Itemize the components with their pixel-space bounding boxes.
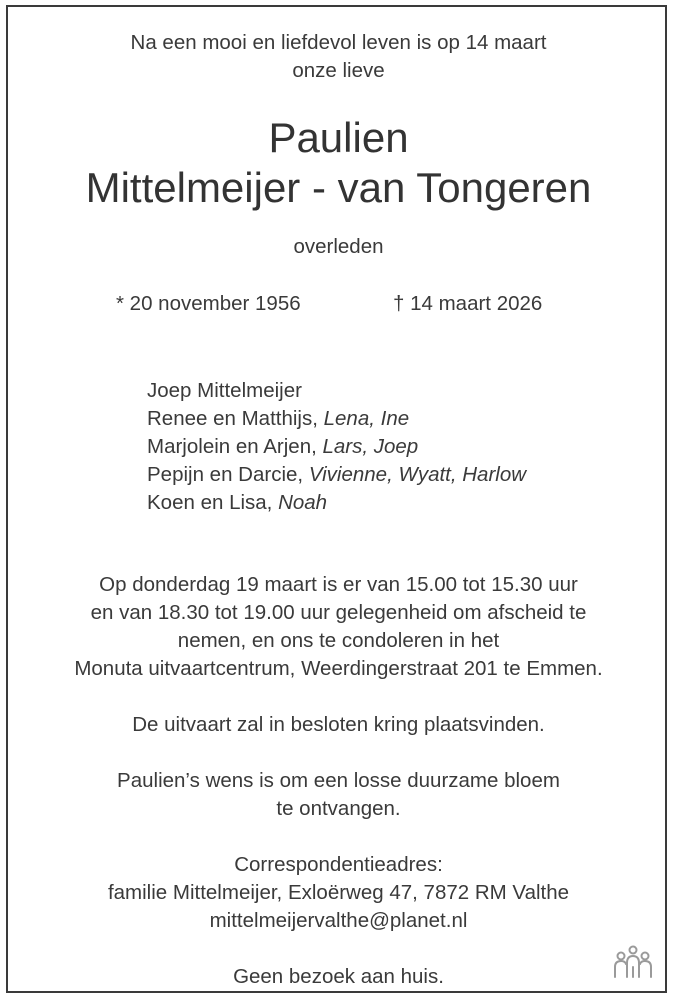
spacer (8, 739, 669, 767)
correspondence-email: mittelmeijervalthe@planet.nl (209, 909, 468, 932)
family-row (147, 405, 526, 433)
family-member: Koen en Lisa, (147, 491, 279, 514)
first-name: Paulien (268, 114, 409, 161)
grandchildren: Lars, Joep (322, 435, 419, 458)
visit-text: Geen bezoek aan huis. (233, 965, 444, 988)
grandchildren: Vivienne, Wyatt, Harlow (308, 463, 527, 486)
grandchildren: Noah (278, 491, 328, 514)
spacer (8, 683, 669, 711)
family-list (147, 377, 526, 517)
wish-line: te ontvangen. (276, 797, 401, 820)
family-row (147, 461, 526, 489)
spacer (8, 935, 669, 963)
overleden-text: overleden (293, 235, 384, 258)
intro-line: onze lieve (292, 59, 385, 82)
funeral-text: De uitvaart zal in besloten kring plaatsvinden. (132, 713, 545, 736)
family-row (147, 489, 526, 517)
ceremony-line: nemen, en ons te condoleren in het (177, 629, 500, 652)
full-surname: Mittelmeijer - van Tongeren (85, 164, 592, 211)
family-row (147, 433, 526, 461)
correspondence-line: Correspondentieadres: (234, 853, 443, 876)
obituary-card (6, 5, 667, 993)
wish-line: Paulien’s wens is om een losse duurzame bloem (117, 769, 560, 792)
family-member: Marjolein en Arjen, (147, 435, 323, 458)
family-member: Pepijn en Darcie, (147, 463, 309, 486)
deceased-name (8, 113, 669, 213)
info-block (8, 571, 669, 991)
correspondence-line: familie Mittelmeijer, Exloërweg 47, 7872 RM Valthe (107, 881, 570, 904)
birth-date: * 20 november 1956 (116, 292, 301, 315)
family-people-icon (611, 945, 655, 979)
death-date: † 14 maart 2026 (393, 292, 543, 315)
intro-line: Na een mooi en liefdevol leven is op 14 maart (130, 31, 547, 54)
family-member: Renee en Matthijs, (147, 407, 324, 430)
spacer (8, 823, 669, 851)
family-row (147, 377, 526, 405)
ceremony-line: Op donderdag 19 maart is er van 15.00 tot 15.30 uur (99, 573, 578, 596)
intro-text (8, 29, 669, 85)
family-member: Joep Mittelmeijer (147, 379, 302, 402)
ceremony-line: en van 18.30 tot 19.00 uur gelegenheid om afscheid te (90, 601, 587, 624)
ceremony-line: Monuta uitvaartcentrum, Weerdingerstraat 201 te Emmen. (74, 657, 603, 680)
grandchildren: Lena, Ine (323, 407, 410, 430)
